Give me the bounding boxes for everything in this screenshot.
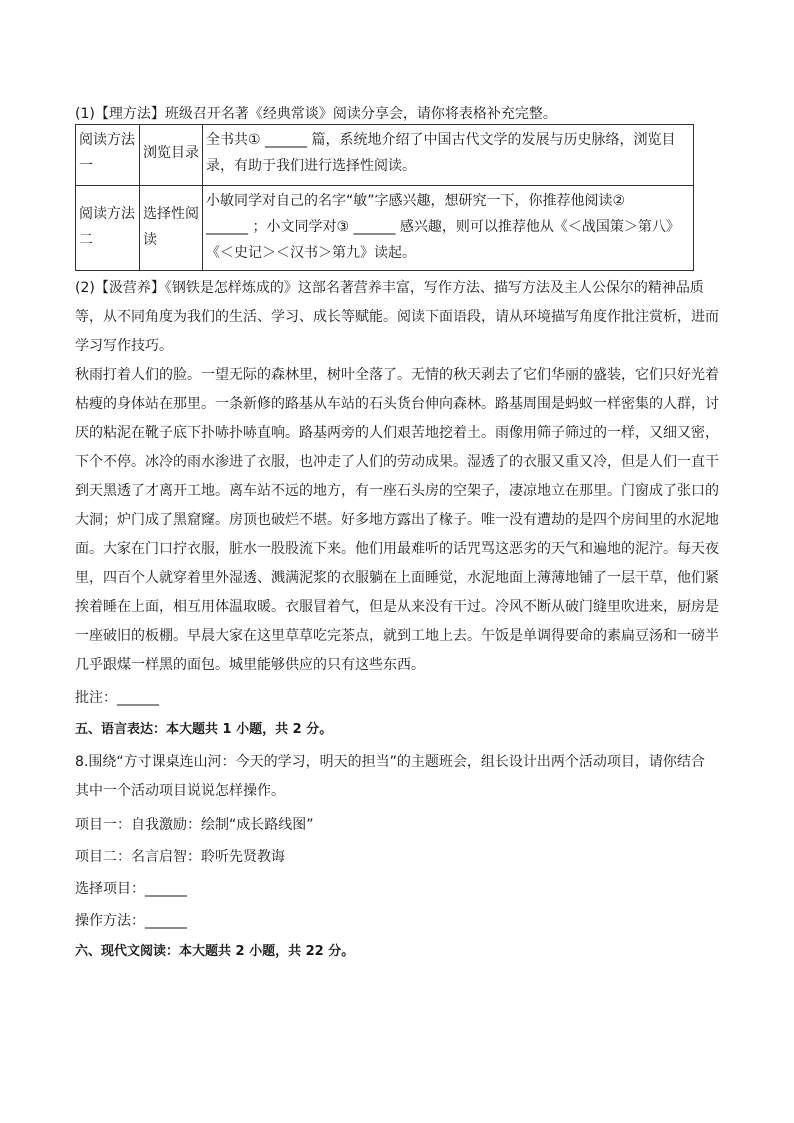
project-one: 项目一：自我激励：绘制“成长路线图” xyxy=(75,817,314,833)
passage-line: 大洞；炉门成了黑窟窿。房顶也破烂不堪。好多地方露出了椽子。唯一没有遭劫的是四个房间里的水泥地 xyxy=(75,512,719,528)
table-row xyxy=(76,125,694,186)
passage-line: 里，四百个人就穿着里外湿透、溅满泥浆的衣服躺在上面睡觉，水泥地面上薄薄地铺了一层干草，他们紧 xyxy=(75,570,719,586)
operation-method-field: 操作方法：______ xyxy=(75,913,187,929)
method-name-cell: 浏览目录 xyxy=(140,125,203,186)
description-cell: 全书共① ______ 篇，系统地介绍了中国古代文学的发展与历史脉络，浏览目 录，有助于我们进行选择性阅读。 xyxy=(203,125,694,186)
method-cell: 阅读方法 一 xyxy=(76,125,140,186)
q1-intro: (1)【理方法】班级召开名著《经典常谈》阅读分享会，请你将表格补充完整。 xyxy=(75,106,557,122)
q2-text: 学习写作技巧。 xyxy=(75,338,173,354)
q2-text: (2)【汲营养】《钢铁是怎样炼成的》这部名著营养丰富，写作方法、描写方法及主人公保尔的精神品质 xyxy=(75,280,704,296)
section-heading: 六、现代文阅读：本大题共 2 小题，共 22 分。 xyxy=(75,944,355,959)
chosen-project-field: 选择项目：______ xyxy=(75,881,187,897)
description-cell: 小敏同学对自己的名字“敏”字感兴趣，想研究一下，你推荐他阅读② ______ ；小文同学对③ ______ 感兴趣，则可以推荐他从《＜战国策＞第八》 《＜史记＞＜汉书＞第九》读起。 xyxy=(203,186,694,271)
passage-line: 下个不停。冰冷的雨水渗进了衣服，也冲走了人们的劳动成果。湿透了的衣服又重又冷，但是人们一直干 xyxy=(75,454,719,470)
passage-line: 秋雨打着人们的脸。一望无际的森林里，树叶全落了。无情的秋天剥去了它们华丽的盛装，它们只好光着 xyxy=(75,367,719,383)
passage-line: 几乎跟煤一样黑的面包。城里能够供应的只有这些东西。 xyxy=(75,657,425,673)
q2-text: 等，从不同角度为我们的生活、学习、成长等赋能。阅读下面语段，请从环境描写角度作批注赏析，进而 xyxy=(75,309,719,325)
reading-method-table xyxy=(75,124,694,271)
method-name-cell: 选择性阅 读 xyxy=(140,186,203,271)
table-row xyxy=(76,186,694,271)
q8-text: 其中一个活动项目说说怎样操作。 xyxy=(75,783,285,799)
passage-line: 面。大家在门口拧衣服，脏水一股股流下来。他们用最难听的话咒骂这恶劣的天气和遍地的泥泞。每天夜 xyxy=(75,541,719,557)
passage-line: 厌的粘泥在靴子底下扑哧扑哧直响。路基两旁的人们艰苦地挖着土。雨像用筛子筛过的一样，又细又密， xyxy=(75,425,719,441)
passage-line: 枯瘦的身体站在那里。一条新修的路基从车站的石头货台伸向森林。路基周围是蚂蚁一样密集的人群，讨 xyxy=(75,396,719,412)
passage-line: 挨着睡在上面，相互用体温取暖。衣服冒着气，但是从来没有干过。冷风不断从破门缝里吹进来，厨房是 xyxy=(75,599,719,615)
q8-text: 8.围绕“方寸课桌连山河：今天的学习，明天的担当”的主题班会，组长设计出两个活动项目，请你结合 xyxy=(75,754,705,770)
project-two: 项目二：名言启智：聆听先贤教诲 xyxy=(75,849,285,865)
section-heading: 五、语言表达：本大题共 1 小题，共 2 分。 xyxy=(75,722,333,737)
passage-line: 到天黑透了才离开工地。离车站不远的地方，有一座石头房的空架子，凄凉地立在那里。门窗成了张口的 xyxy=(75,483,719,499)
method-cell: 阅读方法 二 xyxy=(76,186,140,271)
passage-line: 一座破旧的板棚。早晨大家在这里草草吃完茶点，就到工地上去。午饭是单调得要命的素扁豆汤和一磅半 xyxy=(75,628,719,644)
annotation-field: 批注：______ xyxy=(75,690,159,706)
